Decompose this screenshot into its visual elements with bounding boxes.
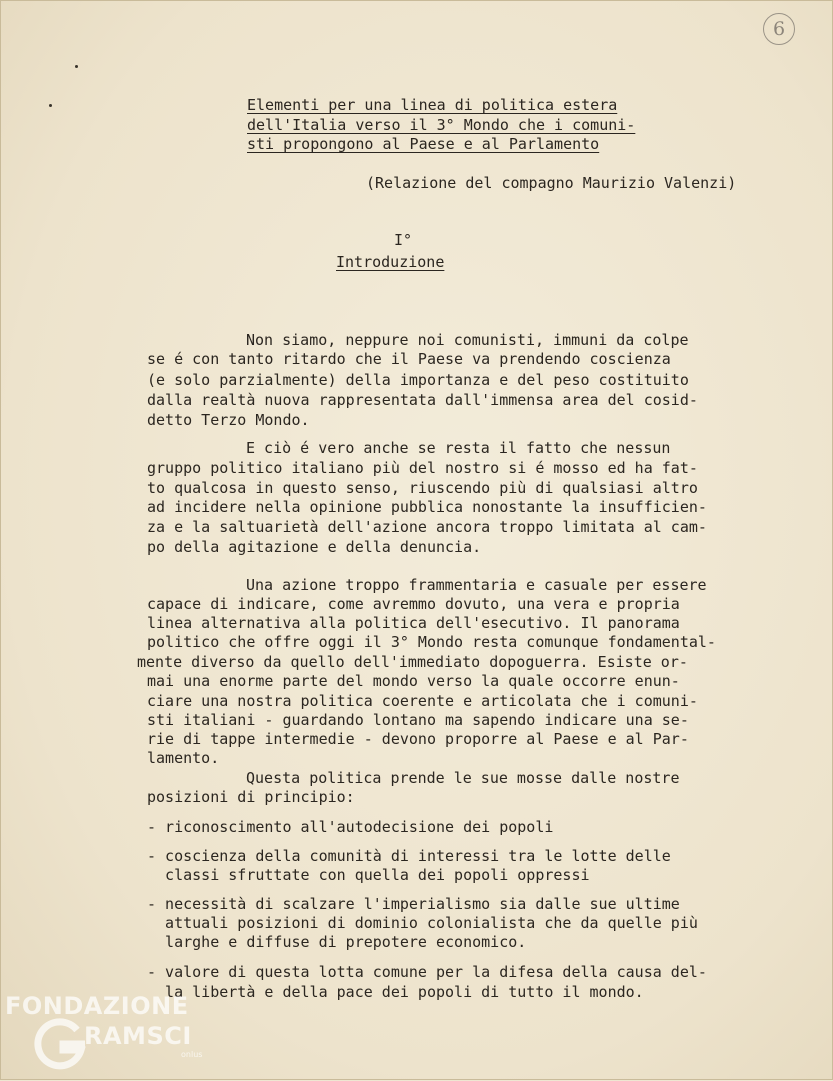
list-item-1-line-1: - riconoscimento all'autodecisione dei popoli <box>147 818 554 836</box>
title-line-3: sti propongono al Paese e al Parlamento <box>247 135 600 153</box>
list-item-4-line-1: - valore di questa lotta comune per la difesa della causa del- <box>147 963 707 981</box>
paragraph-3-line-5: mente diverso da quello dell'immediato dopoguerra. Esiste or- <box>137 653 688 671</box>
paragraph-3-line-1: Una azione troppo frammentaria e casuale per essere <box>246 576 707 594</box>
watermark-title: FONDAZIONE <box>5 992 189 1020</box>
ink-speck <box>75 65 78 68</box>
section-number: I° <box>394 231 413 249</box>
paragraph-1-line-1: Non siamo, neppure noi comunisti, immuni da colpe <box>246 331 689 349</box>
section-title: Introduzione <box>336 253 445 271</box>
paragraph-3-line-7: ciare una nostra politica coerente e articolata che i comuni- <box>147 692 698 710</box>
paragraph-3-line-6: mai una enorme parte del mondo verso la quale occorre enun- <box>147 672 680 690</box>
paragraph-2-line-4: ad incidere nella opinione pubblica nonostante la insufficien- <box>147 498 707 516</box>
gramsci-logo-icon <box>33 1016 89 1072</box>
paragraph-3-line-3: linea alternativa alla politica dell'esecutivo. Il panorama <box>147 614 680 632</box>
list-item-2-line-2: classi sfruttate con quella dei popoli oppressi <box>147 866 590 884</box>
ink-speck <box>49 104 52 107</box>
list-item-3-line-3: larghe e diffuse di prepotere economico. <box>147 933 527 951</box>
paragraph-3-line-9: rie di tappe intermedie - devono proporre al Paese e al Par- <box>147 730 689 748</box>
paragraph-3-line-8: sti italiani - guardando lontano ma sapendo indicare una se- <box>147 711 689 729</box>
list-item-3-line-2: attuali posizioni di dominio colonialista che da quelle più <box>147 914 698 932</box>
paragraph-3-line-4: politico che offre oggi il 3° Mondo resta comunque fondamental- <box>147 633 716 651</box>
paragraph-1-line-4: dalla realtà nuova rappresentata dall'immensa area del cosid- <box>147 391 698 409</box>
list-item-3-line-1: - necessità di scalzare l'imperialismo sia dalle sue ultime <box>147 895 680 913</box>
subtitle: (Relazione del compagno Maurizio Valenzi) <box>366 174 737 192</box>
paragraph-1-line-3: (e solo parzialmente) della importanza e del peso costituito <box>147 371 689 389</box>
title-line-1: Elementi per una linea di politica estera <box>247 96 618 114</box>
paragraph-2-line-2: gruppo politico italiano più del nostro si é mosso ed ha fat- <box>147 459 698 477</box>
paragraph-1-line-5: detto Terzo Mondo. <box>147 411 310 429</box>
paragraph-1-line-2: se é con tanto ritardo che il Paese va prendendo coscienza <box>147 350 671 368</box>
watermark-subtitle: RAMSCI <box>84 1022 192 1050</box>
paragraph-2-line-1: E ciò é vero anche se resta il fatto che nessun <box>246 439 671 457</box>
paragraph-4-line-2: posizioni di principio: <box>147 788 355 806</box>
paragraph-2-line-6: po della agitazione e della denuncia. <box>147 538 482 556</box>
paragraph-2-line-3: to qualcosa in questo senso, riuscendo più di qualsiasi altro <box>147 479 698 497</box>
title-line-2: dell'Italia verso il 3° Mondo che i comuni- <box>247 116 636 134</box>
watermark-onlus: onlus <box>181 1050 203 1059</box>
page-number-stamp <box>763 13 795 45</box>
fondazione-gramsci-watermark <box>1 986 241 1081</box>
list-item-2-line-1: - coscienza della comunità di interessi tra le lotte delle <box>147 847 671 865</box>
paragraph-4-line-1: Questa politica prende le sue mosse dalle nostre <box>246 769 680 787</box>
paragraph-3-line-2: capace di indicare, come avremmo dovuto, una vera e propria <box>147 595 680 613</box>
list-item-4-line-2: la libertà e della pace dei popoli di tutto il mondo. <box>147 983 644 1001</box>
paragraph-3-line-10: lamento. <box>147 749 220 767</box>
paragraph-2-line-5: za e la saltuarietà dell'azione ancora troppo limitata al cam- <box>147 518 707 536</box>
page-number: 6 <box>772 18 786 40</box>
